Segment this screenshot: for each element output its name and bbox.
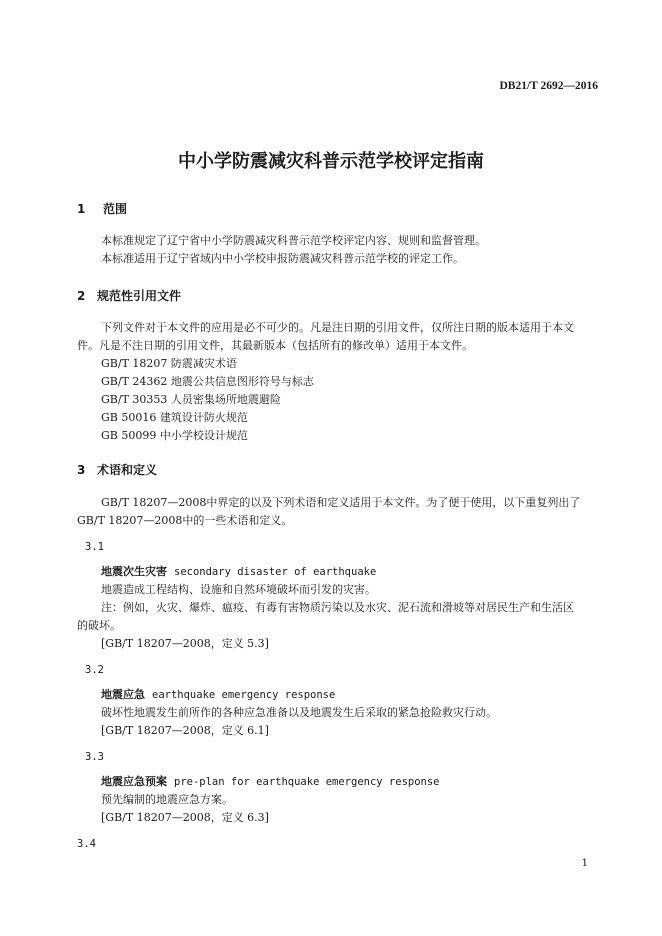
paragraph-continuation: 件。凡是不注日期的引用文件，其最新版本（包括所有的修改单）适用于本文件。 [77,339,473,352]
clause-number: 3.1 [85,541,104,553]
paragraph: 下列文件对于本文件的应用是必不可少的。凡是注日期的引用文件，仅所注日期的版本适用于本文 [101,321,574,334]
paragraph: 本标准规定了辽宁省中小学防震减灾科普示范学校评定内容、规则和监督管理。 [101,234,486,247]
term-english: pre-plan for earthquake emergency response [174,776,440,788]
term-chinese: 地震应急 [101,688,145,701]
standard-code: DB21/T 2692—2016 [499,80,598,92]
document-title: 中小学防震减灾科普示范学校评定指南 [178,151,484,172]
reference-item: GB/T 30353 人员密集场所地震避险 [101,393,281,406]
term-chinese: 地震次生灾害 [101,565,167,578]
reference-item: GB/T 24362 地震公共信息图形符号与标志 [101,375,314,388]
term-entry [101,563,376,581]
term-entry [101,773,440,791]
paragraph: GB/T 18207—2008中界定的以及下列术语和定义适用于本文件。为了便于使用，以下重复列出了 [101,496,581,509]
reference-item: GB 50016 建筑设计防火规范 [101,411,248,424]
section-title: 规范性引用文件 [97,289,182,303]
term-entry [101,686,335,704]
term-source: [GB/T 18207—2008，定义 6.1] [101,724,269,737]
paragraph-continuation: GB/T 18207—2008中的一些术语和定义。 [77,514,293,527]
term-definition: 预先编制的地震应急方案。 [101,793,233,806]
term-english: earthquake emergency response [152,689,336,701]
term-note: 注：例如，火灾、爆炸、瘟疫、有毒有害物质污染以及水灾、泥石流和滑坡等对居民生产和生活区 [101,601,574,614]
section-title: 术语和定义 [97,463,158,477]
section-2-heading [77,287,181,304]
reference-item: GB/T 18207 防震减灾术语 [101,357,237,370]
section-number: 2 [77,289,86,303]
term-definition: 地震造成工程结构、设施和自然环境破坏而引发的灾害。 [101,583,376,596]
term-english: secondary disaster of earthquake [174,566,377,578]
term-definition: 破坏性地震发生前所作的各种应急准备以及地震发生后采取的紧急抢险救灾行动。 [101,706,497,719]
section-title: 范围 [103,202,128,216]
term-source: [GB/T 18207—2008，定义 5.3] [101,637,269,650]
section-number: 3 [77,463,86,477]
term-source: [GB/T 18207—2008，定义 6.3] [101,811,269,824]
term-chinese: 地震应急预案 [101,775,167,788]
clause-number: 3.3 [85,751,104,763]
section-1-heading [77,200,127,217]
paragraph: 本标准适用于辽宁省域内中小学校申报防震减灾科普示范学校的评定工作。 [101,252,464,265]
section-number: 1 [77,202,86,216]
section-3-heading [77,461,157,478]
page-number: 1 [581,858,588,869]
term-note-continuation: 的破坏。 [77,619,121,632]
reference-item: GB 50099 中小学校设计规范 [101,429,248,442]
clause-number: 3.2 [85,664,104,676]
clause-number: 3.4 [77,838,96,850]
